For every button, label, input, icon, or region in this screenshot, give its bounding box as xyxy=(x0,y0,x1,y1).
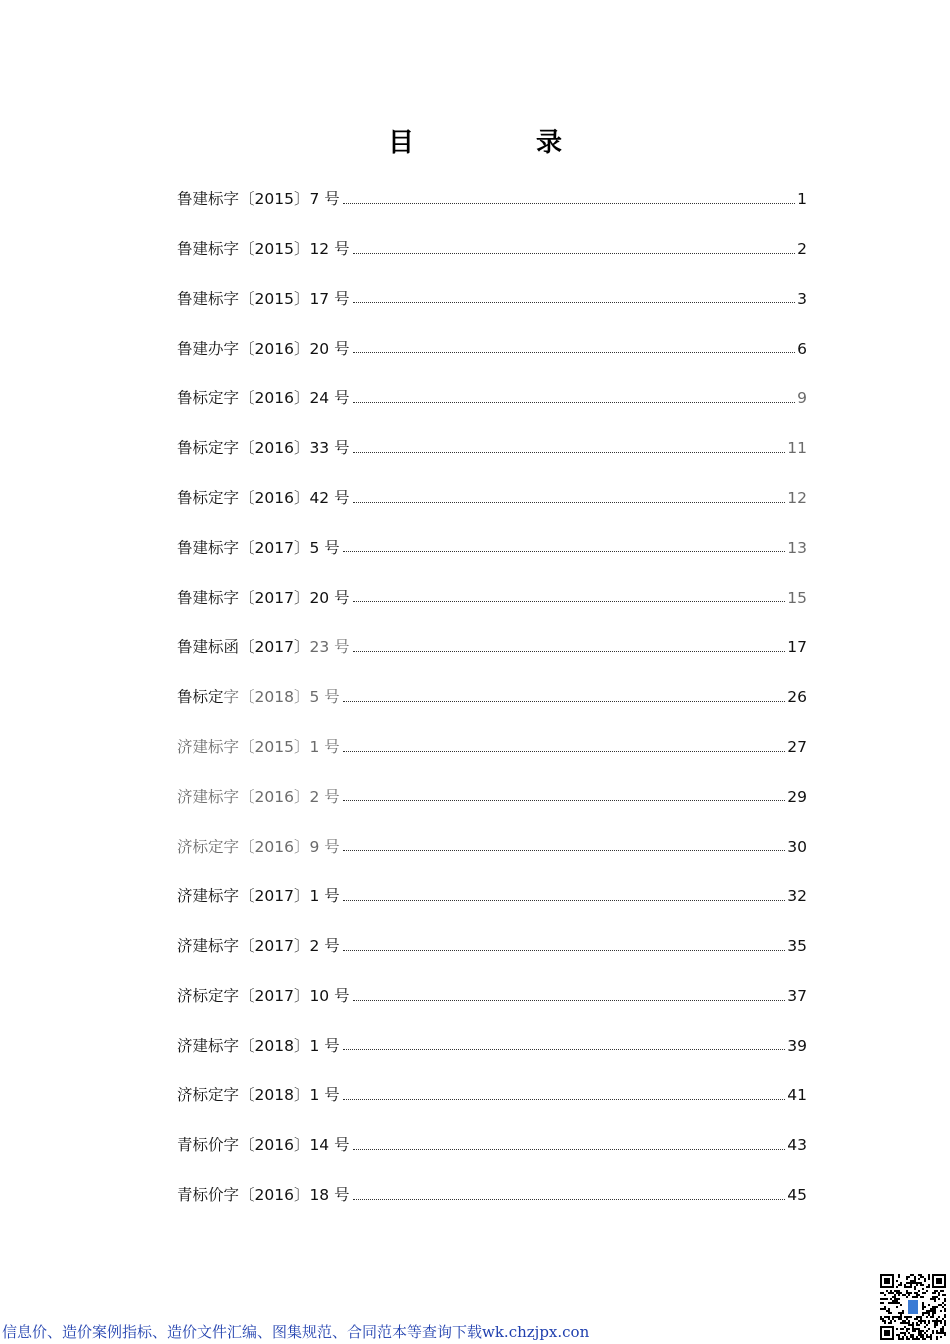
toc-entry-label-main: 济建标字〔2017〕1 号 xyxy=(177,887,340,906)
toc-dot-leader xyxy=(353,301,796,303)
toc-entry[interactable] xyxy=(177,175,807,225)
toc-page-number: 35 xyxy=(787,937,807,956)
toc-entry-label-main: 鲁建办字〔2016〕20 号 xyxy=(177,339,350,358)
toc-entry[interactable] xyxy=(177,922,807,972)
toc-entry-label xyxy=(177,441,351,457)
toc-entry-label-main: 济建标字〔2017〕2 号 xyxy=(177,937,340,956)
toc-entry-label-main: 青标价字〔2016〕14 号 xyxy=(177,1136,350,1155)
toc-page-number: 13 xyxy=(787,538,807,557)
toc-page-number: 9 xyxy=(797,389,807,408)
toc-entry-label-main: 鲁建标字〔2015〕17 号 xyxy=(177,289,350,308)
toc-entry[interactable] xyxy=(177,872,807,922)
toc-dot-leader xyxy=(353,501,786,503)
toc-entry[interactable] xyxy=(177,1121,807,1171)
toc-page-number: 26 xyxy=(787,688,807,707)
toc-entry-label-main: 鲁标定字〔2016〕24 号 xyxy=(177,389,350,408)
toc-entry[interactable] xyxy=(177,324,807,374)
toc-entry[interactable] xyxy=(177,573,807,623)
toc-entry-label xyxy=(177,737,341,756)
toc-dot-leader xyxy=(343,750,786,752)
toc-dot-leader xyxy=(353,650,786,652)
toc-page-number: 37 xyxy=(787,986,807,1005)
table-of-contents xyxy=(177,175,807,1221)
toc-entry-label xyxy=(177,939,341,955)
toc-entry-label xyxy=(177,1188,351,1204)
toc-page-number: 32 xyxy=(787,887,807,906)
toc-dot-leader xyxy=(353,351,796,353)
toc-page-number: 17 xyxy=(787,638,807,657)
toc-dot-leader xyxy=(353,451,786,453)
toc-entry-label xyxy=(177,538,341,557)
toc-dot-leader xyxy=(343,550,786,552)
toc-entry[interactable] xyxy=(177,474,807,524)
toc-page-number: 43 xyxy=(787,1136,807,1155)
toc-dot-leader xyxy=(353,1198,786,1200)
toc-page-number: 41 xyxy=(787,1086,807,1105)
toc-entry-label-main: 鲁标定字〔2016〕42 号 xyxy=(177,488,350,507)
toc-dot-leader xyxy=(353,1148,786,1150)
toc-page-number: 11 xyxy=(787,439,807,458)
toc-entry[interactable] xyxy=(177,524,807,574)
toc-dot-leader xyxy=(353,600,786,602)
toc-page-number: 29 xyxy=(787,787,807,806)
toc-entry[interactable] xyxy=(177,424,807,474)
toc-dot-leader xyxy=(353,999,786,1001)
toc-dot-leader xyxy=(343,1098,786,1100)
toc-page-number: 27 xyxy=(787,737,807,756)
toc-entry-label xyxy=(177,192,341,208)
toc-entry[interactable] xyxy=(177,723,807,773)
qr-code-icon xyxy=(880,1274,946,1340)
toc-entry[interactable] xyxy=(177,1171,807,1221)
toc-entry-label xyxy=(177,889,341,905)
toc-page-number: 6 xyxy=(797,339,807,358)
toc-page-number: 1 xyxy=(797,190,807,209)
toc-entry-label-main: 鲁建标字〔2017〕5 号 xyxy=(177,538,340,557)
toc-entry-label-main: 青标价字〔2016〕18 号 xyxy=(177,1186,350,1205)
toc-dot-leader xyxy=(343,899,786,901)
toc-dot-leader xyxy=(343,700,786,702)
toc-entry[interactable] xyxy=(177,275,807,325)
toc-entry-label-grey: 济建标字〔2016〕2 号 xyxy=(177,787,340,806)
page-title: 目 录 xyxy=(387,128,610,158)
toc-page-number: 15 xyxy=(787,588,807,607)
toc-entry-label xyxy=(177,391,351,407)
toc-entry-label-grey: 23 号 xyxy=(309,638,350,657)
toc-entry-label xyxy=(177,1036,341,1055)
toc-entry-label xyxy=(177,339,351,358)
toc-dot-leader xyxy=(343,849,786,851)
toc-entry[interactable] xyxy=(177,1071,807,1121)
toc-dot-leader xyxy=(343,202,795,204)
toc-entry-label xyxy=(177,488,351,507)
toc-entry-label-main: 鲁建标字〔2015〕12 号 xyxy=(177,239,350,258)
toc-entry-label xyxy=(177,289,351,308)
toc-page-number: 3 xyxy=(797,289,807,308)
toc-entry-label xyxy=(177,588,351,607)
toc-entry[interactable] xyxy=(177,1022,807,1072)
toc-entry[interactable] xyxy=(177,673,807,723)
toc-entry-label-main: 鲁建标字〔2015〕7 号 xyxy=(177,190,340,209)
toc-dot-leader xyxy=(343,949,786,951)
toc-page-number: 30 xyxy=(787,837,807,856)
toc-page-number: 45 xyxy=(787,1186,807,1205)
toc-entry-label-main: 鲁建标字〔2017〕20 号 xyxy=(177,588,350,607)
toc-dot-leader xyxy=(353,401,796,403)
toc-entry[interactable] xyxy=(177,374,807,424)
toc-entry-label-grey: 济标定字〔2016〕9 号 xyxy=(177,837,340,856)
toc-entry-label xyxy=(177,787,341,806)
toc-entry-label-main: 济标定字〔2017〕10 号 xyxy=(177,986,350,1005)
toc-entry-label-grey: 济建标字〔2015〕1 号 xyxy=(177,737,340,756)
toc-dot-leader xyxy=(343,1048,786,1050)
toc-entry-label xyxy=(177,986,351,1005)
toc-entry-label-main: 济建标字〔2018〕1 号 xyxy=(177,1036,340,1055)
toc-entry-label xyxy=(177,239,351,258)
toc-page-number: 39 xyxy=(787,1036,807,1055)
toc-entry-label-grey: 字〔2018〕5 号 xyxy=(223,688,340,707)
toc-entry-label xyxy=(177,837,341,856)
toc-entry-label xyxy=(177,690,341,706)
toc-entry-label-main: 鲁标定字〔2016〕33 号 xyxy=(177,439,350,458)
toc-entry-label-main: 鲁建标函〔2017〕 xyxy=(177,638,310,657)
footer-watermark-text[interactable]: 信息价、造价案例指标、造价文件汇编、图集规范、合同范本等查询下载wk.chzjpx.con xyxy=(2,1323,590,1341)
toc-dot-leader xyxy=(353,252,796,254)
toc-entry-label xyxy=(177,640,351,656)
toc-entry-label xyxy=(177,1138,351,1154)
toc-entry[interactable] xyxy=(177,773,807,823)
toc-page-number: 2 xyxy=(797,239,807,258)
toc-entry-label-main: 鲁标定 xyxy=(177,688,224,707)
toc-entry-label-main: 济标定字〔2018〕1 号 xyxy=(177,1086,340,1105)
toc-entry[interactable] xyxy=(177,225,807,275)
toc-entry[interactable] xyxy=(177,822,807,872)
toc-page-number: 12 xyxy=(787,488,807,507)
toc-entry[interactable] xyxy=(177,972,807,1022)
toc-entry[interactable] xyxy=(177,623,807,673)
toc-entry-label xyxy=(177,1088,341,1104)
toc-dot-leader xyxy=(343,799,786,801)
